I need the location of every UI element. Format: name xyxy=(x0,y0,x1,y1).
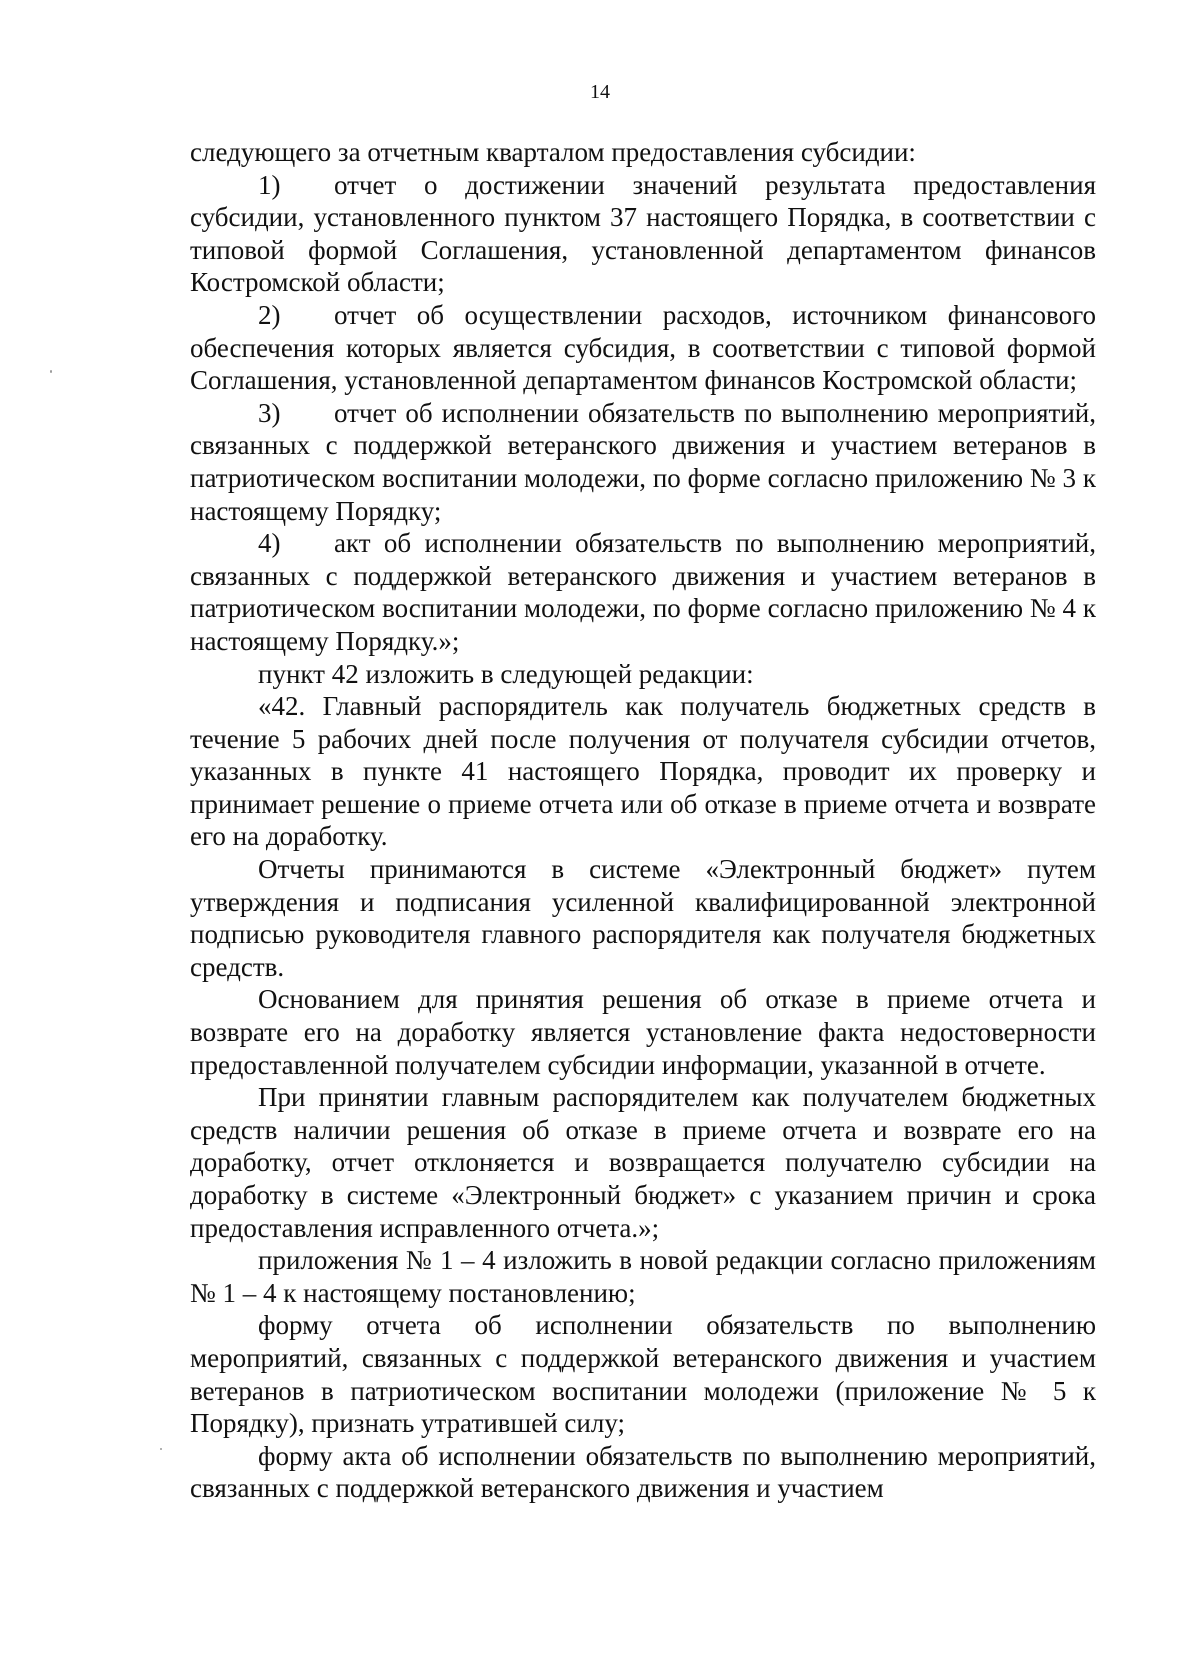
list-number: 4) xyxy=(258,528,281,559)
list-item-text: отчет об исполнении обязательств по выполнению мероприятий, связанных с поддержкой ветеранского движения и участием ветеранов в патриотическом воспитании молодежи, по форме согласно приложению № 3 к настоящему Порядку; xyxy=(190,397,1096,526)
paragraph-point-42-intro: пункт 42 изложить в следующей редакции: xyxy=(258,658,754,689)
document-body xyxy=(190,136,1096,1505)
list-item-2 xyxy=(190,299,1096,397)
page-number: 14 xyxy=(590,81,610,103)
paragraph-point-42: «42. Главный распорядитель как получатель бюджетных средств в течение 5 рабочих дней после получения от получателя субсидии отчетов, указанных в пункте 41 настоящего Порядка, проводит их проверку и принимает решение о приеме отчета или об отказе в приеме отчета и возврате его на доработку. xyxy=(190,691,1096,852)
paragraph-refusal-grounds: Основанием для принятия решения об отказе в приеме отчета и возврате его на доработку является установление факта недостоверности предоставленной получателем субсидии информации, указанной в отчете. xyxy=(190,984,1096,1080)
paragraph-continuation xyxy=(190,136,1096,169)
list-item-text: отчет об осуществлении расходов, источником финансового обеспечения которых является субсидия, в соответствии с типовой формой Соглашения, установленной департаментом финансов Костромской области; xyxy=(190,299,1096,396)
list-item-4 xyxy=(190,527,1096,657)
paragraph-refusal-procedure: При принятии главным распорядителем как получателем бюджетных средств наличии решения об отказе в приеме отчета и возврате его на доработку, отчет отклоняется и возвращается получателю субсидии на доработку в системе «Электронный бюджет» с указанием причин и срока предоставления исправленного отчета.»; xyxy=(190,1082,1096,1243)
list-item-text: отчет о достижении значений результата предоставления субсидии, установленного пунктом 37 настоящего Порядка, в соответствии с типовой формой Соглашения, установленной департаментом финансов Костромской области; xyxy=(190,169,1096,298)
list-item-1 xyxy=(190,169,1096,299)
list-item-3 xyxy=(190,397,1096,527)
scan-speck xyxy=(50,370,52,373)
paragraph-act-form: форму акта об исполнении обязательств по выполнению мероприятий, связанных с поддержкой ветеранского движения и участием xyxy=(190,1440,1096,1504)
paragraph-report-form-void: форму отчета об исполнении обязательств по выполнению мероприятий, связанных с поддержкой ветеранского движения и участием ветеранов в патриотическом воспитании молодежи (приложение № 5 к Порядку), признать утратившей силу; xyxy=(190,1310,1096,1439)
list-number: 1) xyxy=(258,169,281,200)
scan-speck xyxy=(160,1448,162,1450)
list-number: 2) xyxy=(258,299,281,330)
paragraph-reports-acceptance: Отчеты принимаются в системе «Электронный бюджет» путем утверждения и подписания усиленной квалифицированной электронной подписью руководителя главного распорядителя как получателя бюджетных средств. xyxy=(190,854,1096,982)
list-number: 3) xyxy=(258,397,281,428)
paragraph-text: следующего за отчетным кварталом предоставления субсидии: xyxy=(190,137,916,167)
list-item-text: акт об исполнении обязательств по выполнению мероприятий, связанных с поддержкой ветеранского движения и участием ветеранов в патриотическом воспитании молодежи, по форме согласно приложению № 4 к настоящему Порядку.»; xyxy=(190,528,1096,656)
paragraph-appendices: приложения № 1 – 4 изложить в новой редакции согласно приложениям № 1 – 4 к настоящему постановлению; xyxy=(190,1245,1096,1308)
